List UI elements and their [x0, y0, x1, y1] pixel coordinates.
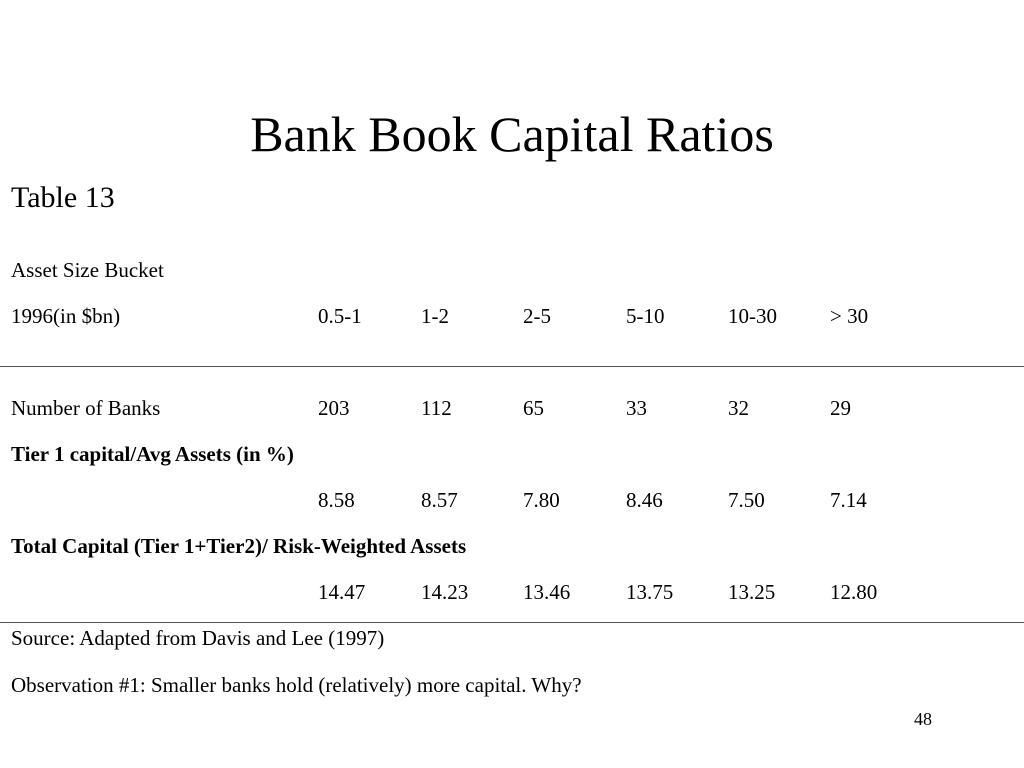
bucket-header: > 30	[830, 304, 869, 328]
table-cell: 12.80	[830, 580, 878, 604]
slide-title: Bank Book Capital Ratios	[250, 106, 774, 162]
table-cell: 14.23	[421, 580, 469, 604]
bucket-header: 2-5	[523, 304, 551, 328]
table-header-divider	[0, 366, 1024, 367]
table-cell: 8.58	[318, 488, 355, 512]
table-cell: 7.14	[830, 488, 867, 512]
table-cell: 65	[523, 396, 544, 420]
bucket-header: 5-10	[626, 304, 665, 328]
table-cell: 29	[830, 396, 851, 420]
page-number: 48	[914, 709, 932, 729]
bucket-header: 10-30	[728, 304, 777, 328]
row-label-number-of-banks: Number of Banks	[11, 396, 161, 420]
table-cell: 32	[728, 396, 749, 420]
table-cell: 33	[626, 396, 647, 420]
header-asset-size-bucket: Asset Size Bucket	[11, 258, 164, 282]
table-cell: 14.47	[318, 580, 366, 604]
row-label-tier1-capital: Tier 1 capital/Avg Assets (in %)	[11, 442, 294, 466]
bucket-header: 1-2	[421, 304, 449, 328]
table-cell: 13.75	[626, 580, 674, 604]
table-cell: 13.46	[523, 580, 571, 604]
table-cell: 8.57	[421, 488, 458, 512]
table-label: Table 13	[11, 181, 115, 214]
table-cell: 112	[421, 396, 452, 420]
table-cell: 8.46	[626, 488, 663, 512]
table-cell: 7.80	[523, 488, 560, 512]
table-cell: 203	[318, 396, 350, 420]
row-label-total-capital: Total Capital (Tier 1+Tier2)/ Risk-Weighted Assets	[11, 534, 467, 558]
table-cell: 7.50	[728, 488, 765, 512]
header-year-unit: 1996(in $bn)	[11, 304, 121, 328]
table-bottom-divider	[0, 622, 1024, 623]
table-cell: 13.25	[728, 580, 776, 604]
source-note: Source: Adapted from Davis and Lee (1997)	[11, 626, 385, 650]
bucket-header: 0.5-1	[318, 304, 362, 328]
observation-note: Observation #1: Smaller banks hold (relatively) more capital. Why?	[11, 673, 582, 697]
